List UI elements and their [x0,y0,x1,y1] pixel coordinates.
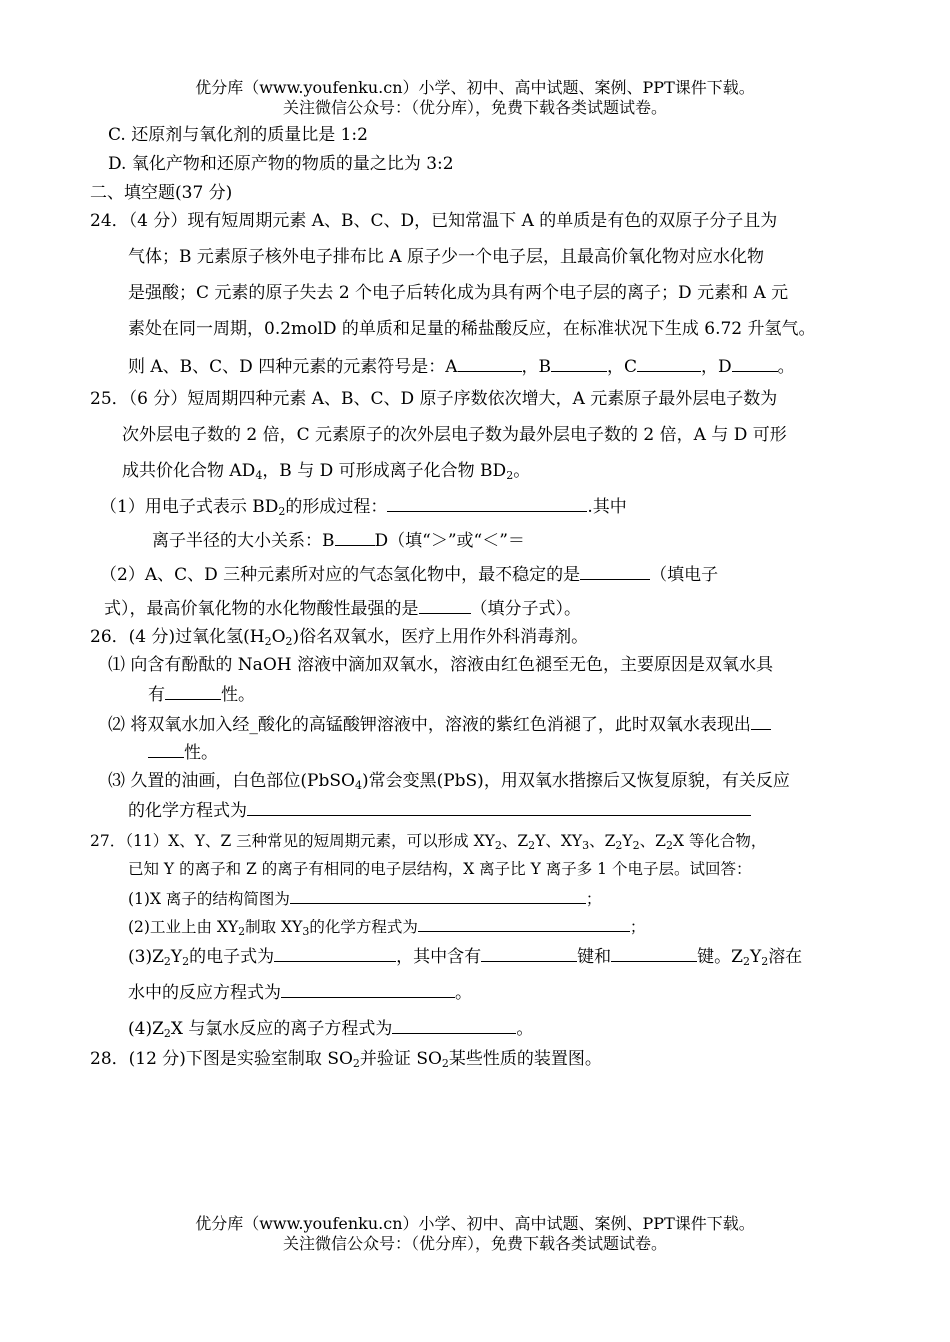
answer-blank-a[interactable] [458,354,522,372]
q27-text: 水中的反应方程式为 [128,983,281,1003]
q25-line-1: 25．（6 分）短周期四种元素 A、B、C、D 原子序数依次增大，A 元素原子最外层电子数为 [90,389,778,409]
subscript: 2 [742,955,750,968]
subscript: 3 [582,839,590,852]
q27-text: 、Z [639,832,666,850]
q25-text: （2）A、C、D 三种元素所对应的气态氢化物中，最不稳定的是 [100,565,581,585]
section-title: 二、填空题(37 分) [90,183,233,203]
q27-part-3 [128,944,802,968]
q27-text: Y、XY [535,832,583,850]
subscript: 2 [528,839,536,852]
subscript: 2 [163,955,171,968]
subscript: 2 [665,839,673,852]
subscript: 4 [255,469,263,482]
subscript: 2 [285,635,293,648]
q25-text: 。 [513,461,531,481]
answer-blank-property-2-cont[interactable] [148,740,184,758]
q27-part-1 [128,886,601,910]
answer-blank-equation[interactable] [247,798,751,816]
q26-text: 有 [148,685,165,705]
q25-text: 离子半径的大小关系：B [152,531,335,551]
q24-label-d: ，D [701,357,732,377]
q26-line-1 [90,626,588,648]
q27-text: 键和 [577,947,612,967]
q24-line-3: 是强酸；C 元素的原子失去 2 个电子后转化成为具有两个电子层的离子；D 元素和 A 元 [128,283,789,303]
q25-text: （填电子 [650,565,719,585]
q28-text: 并验证 SO [359,1049,442,1069]
q27-text: 的电子式为 [189,947,275,967]
subscript: 2 [163,1027,171,1040]
answer-blank-c[interactable] [637,354,701,372]
question-28 [90,1048,602,1070]
q25-text: 成共价化合物 AD [122,461,256,481]
q26-text: ⑵ 将双氧水加入经_酸化的高锰酸钾溶液中，溶液的紫红色消褪了，此时双氧水表现出 [108,715,751,735]
q24-line-4: 素处在同一周期，0.2molD 的单质和足量的稀盐酸反应，在标准状况下生成 6.72 升氢气。 [128,319,816,339]
q25-line-2: 次外层电子数的 2 倍，C 元素原子的次外层电子数为最外层电子数的 2 倍，A 与 D 可形 [122,425,787,445]
q27-text: Y [749,947,762,967]
q27-line-1 [90,830,766,852]
subscript: 2 [182,955,190,968]
q25-text: D（填“＞”或“＜”＝ [374,531,525,551]
q25-text: 的形成过程： [285,497,388,517]
answer-blank-industrial-equation[interactable] [418,914,630,932]
q27-text: Y [622,832,633,850]
subscript: 2 [278,505,286,518]
q27-text: ； [629,918,646,936]
answer-blank-b[interactable] [551,354,607,372]
q26-part-1-line-2 [148,682,255,706]
q26-part-2-line-2 [148,740,218,764]
q25-text: ，B 与 D 可形成离子化合物 BD [262,461,507,481]
q27-text: 。 [455,983,472,1003]
answer-blank-bond-2[interactable] [611,944,697,962]
q26-text: 性。 [184,743,218,763]
q26-part-1: ⑴ 向含有酚酞的 NaOH 溶液中滴加双氧水，溶液由红色褪至无色，主要原因是双氧水具 [108,655,773,675]
q24-label-c: ，C [607,357,638,377]
answer-blank-acid[interactable] [419,596,471,614]
q25-text: （填分子式）。 [470,599,581,619]
answer-blank-ionic-equation[interactable] [392,1016,516,1034]
q27-text: (3)Z [128,947,164,967]
q24-end: 。 [777,357,795,377]
q27-text: X 等化合物， [672,832,767,850]
subscript: 2 [441,1057,449,1070]
q27-text: 键。Z [697,947,743,967]
answer-blank-property-1[interactable] [165,682,221,700]
subscript: 2 [264,635,272,648]
subscript: 2 [632,839,640,852]
q24-line-1: 24．（4 分）现有短周期元素 A、B、C、D，已知常温下 A 的单质是有色的双原子分子且为 [90,211,778,231]
answer-blank-water-reaction[interactable] [281,980,455,998]
subscript: 3 [302,925,310,938]
q27-text: 、Z [501,832,529,850]
q28-text: 28．(12 分)下图是实验室制取 SO [90,1049,353,1069]
q27-text: X 与氯水反应的离子方程式为 [170,1019,393,1039]
q24-prompt: 则 A、B、C、D 四种元素的元素符号是：A [128,357,458,377]
q27-text: 的化学方程式为 [309,918,418,936]
q26-text: )常会变黑(PbS)，用双氧水揩擦后又恢复原貌，有关反应 [361,771,790,791]
footer-line-1: 优分库（www.youfenku.cn）小学、初中、高中试题、案例、PPT课件下载。 [195,1214,755,1233]
q27-text: 。 [516,1019,534,1039]
answer-blank-d[interactable] [732,354,778,372]
q26-part-3-line-2 [128,798,751,822]
q27-part-4 [128,1016,533,1040]
header-line-1: 优分库（www.youfenku.cn）小学、初中、高中试题、案例、PPT课件下载。 [195,78,755,97]
subscript: 2 [352,1057,360,1070]
q25-part-2-line-2 [104,596,581,620]
q24-line-5 [128,354,795,378]
subscript: 2 [238,925,246,938]
answer-blank-property-2[interactable] [751,712,771,730]
subscript: 2 [494,839,502,852]
answer-blank-unstable[interactable] [580,562,650,580]
q27-text: (1)X 离子的结构简图为 [128,890,290,908]
option-d: D. 氧化产物和还原产物的物质的量之比为 3:2 [108,154,454,174]
q26-text: 的化学方程式为 [128,801,247,821]
q27-text: (4)Z [128,1019,164,1039]
q28-text: 某些性质的装置图。 [448,1049,602,1069]
q25-part-2 [100,562,718,586]
q25-part-1 [100,494,627,518]
q27-line-2: 已知 Y 的离子和 Z 的离子有相同的电子层结构，X 离子比 Y 离子多 1 个电子层。试回答： [128,860,752,878]
footer-line-2: 关注微信公众号：（优分库），免费下载各类试题试卷。 [282,1234,667,1253]
answer-blank-bond-1[interactable] [481,944,577,962]
subscript: 2 [506,469,514,482]
q26-text: O [271,627,286,647]
q27-text: 27．（11）X、Y、Z 三种常见的短周期元素，可以形成 XY [90,832,495,850]
q27-text: 制取 XY [245,918,303,936]
q27-part-2 [128,914,645,938]
q24-label-b: ，B [521,357,551,377]
q26-part-3 [108,770,790,792]
answer-blank-formation[interactable] [387,494,587,512]
q25-part-1-line-2 [152,528,525,552]
q26-part-2 [108,712,771,736]
q25-text: 式），最高价氧化物的水化物酸性最强的是 [104,599,419,619]
header-line-2: 关注微信公众号：（优分库），免费下载各类试题试卷。 [282,98,667,117]
q27-text: ，其中含有 [396,947,482,967]
q26-text: )俗名双氧水，医疗上用作外科消毒剂。 [292,627,589,647]
option-c: C. 还原剂与氧化剂的质量比是 1:2 [108,125,368,145]
subscript: 2 [761,955,769,968]
subscript: 4 [354,779,362,792]
subscript: 2 [615,839,623,852]
answer-blank-ion-structure[interactable] [290,886,586,904]
q26-text: 性。 [221,685,255,705]
q25-text: （1）用电子式表示 BD [100,497,279,517]
q26-text: 26．(4 分)过氧化氢(H [90,627,265,647]
q27-part-3-line-2 [128,980,472,1004]
q27-text: Y [170,947,183,967]
q27-text: ； [585,890,602,908]
answer-blank-electron-formula[interactable] [274,944,396,962]
q26-text: ⑶ 久置的油画，白色部位(PbSO [108,771,355,791]
q27-text: 、Z [589,832,616,850]
q25-line-3 [122,460,530,482]
q27-text: 溶在 [768,947,803,967]
q27-text: (2)工业上由 XY [128,918,239,936]
q24-line-2: 气体；B 元素原子核外电子排布比 A 原子少一个电子层，且最高价氧化物对应水化物 [128,247,764,267]
q25-text: .其中 [587,497,627,517]
answer-blank-radius[interactable] [335,528,375,546]
